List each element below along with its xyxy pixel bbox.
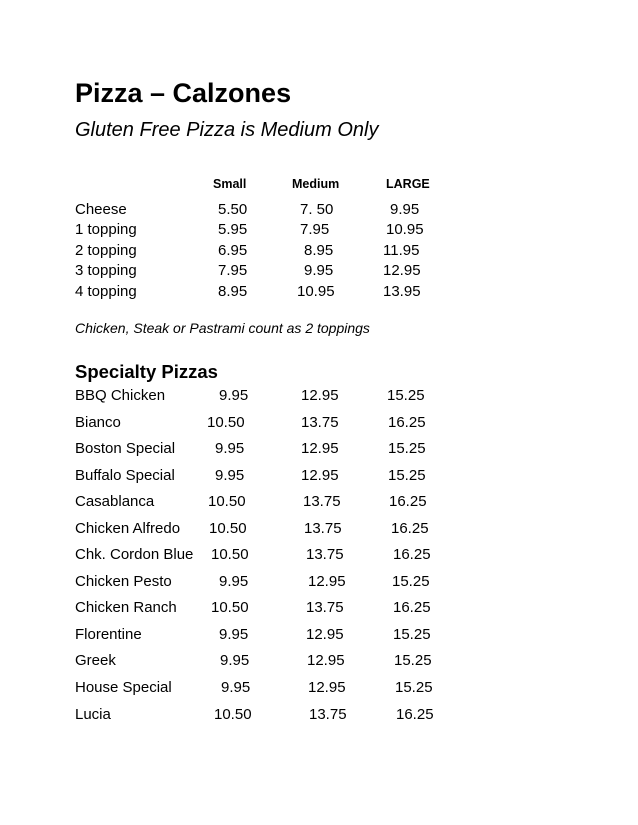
table-row <box>0 261 638 281</box>
table-row <box>0 200 638 220</box>
item-name: Lucia <box>75 706 111 723</box>
price-large: 15.25 <box>393 626 431 643</box>
price-medium: 13.75 <box>301 414 339 431</box>
price-large: 11.95 <box>383 242 420 259</box>
price-large: 16.25 <box>388 414 426 431</box>
table-row <box>0 386 638 406</box>
price-medium: 12.95 <box>307 652 345 669</box>
item-name: Buffalo Special <box>75 467 175 484</box>
price-large: 16.25 <box>391 520 429 537</box>
table-row <box>0 545 638 565</box>
item-name: Bianco <box>75 414 121 431</box>
price-large: 9.95 <box>390 201 420 218</box>
price-small: 9.95 <box>221 679 251 696</box>
price-medium: 12.95 <box>301 467 339 484</box>
column-header-small: Small <box>213 177 247 191</box>
price-small: 9.95 <box>220 652 250 669</box>
price-small: 9.95 <box>219 573 249 590</box>
item-name: 3 topping <box>75 262 137 279</box>
table-row <box>0 466 638 486</box>
price-large: 16.25 <box>389 493 427 510</box>
table-row <box>0 439 638 459</box>
item-name: 4 topping <box>75 283 137 300</box>
table-row <box>0 705 638 725</box>
price-medium: 13.75 <box>309 706 347 723</box>
price-medium: 12.95 <box>308 573 346 590</box>
price-small: 5.50 <box>218 201 248 218</box>
price-large: 16.25 <box>396 706 434 723</box>
table-row <box>0 598 638 618</box>
price-medium: 9.95 <box>304 262 334 279</box>
table-row <box>0 413 638 433</box>
table-row <box>0 241 638 261</box>
price-small: 9.95 <box>215 467 245 484</box>
price-medium: 13.75 <box>303 493 341 510</box>
price-small: 5.95 <box>218 221 248 238</box>
table-row <box>0 572 638 592</box>
item-name: Chicken Ranch <box>75 599 177 616</box>
item-name: Cheese <box>75 201 127 218</box>
item-name: Greek <box>75 652 116 669</box>
price-large: 15.25 <box>392 573 430 590</box>
table-row <box>0 678 638 698</box>
price-large: 13.95 <box>383 283 421 300</box>
item-name: Boston Special <box>75 440 176 457</box>
item-name: 1 topping <box>75 221 137 238</box>
price-small: 9.95 <box>219 626 249 643</box>
item-name: Casablanca <box>75 493 155 510</box>
table-row <box>0 625 638 645</box>
price-medium: 12.95 <box>301 440 339 457</box>
gluten-free-note: Gluten Free Pizza is Medium Only <box>75 119 379 141</box>
price-medium: 13.75 <box>306 546 344 563</box>
column-header-medium: Medium <box>292 177 340 191</box>
page-title: Pizza – Calzones <box>75 78 292 108</box>
item-name: 2 topping <box>75 242 137 259</box>
toppings-note: Chicken, Steak or Pastrami count as 2 toppings <box>75 320 370 336</box>
price-large: 15.25 <box>387 387 425 404</box>
item-name: Chicken Alfredo <box>75 520 181 537</box>
price-large: 15.25 <box>388 467 426 484</box>
price-small: 10.50 <box>211 546 249 563</box>
price-small: 10.50 <box>208 493 246 510</box>
item-name: Chk. Cordon Blue <box>75 546 194 563</box>
table-row <box>0 220 638 240</box>
item-name: Florentine <box>75 626 142 643</box>
price-small: 7.95 <box>218 262 248 279</box>
table-row <box>0 492 638 512</box>
price-small: 8.95 <box>218 283 248 300</box>
price-medium: 12.95 <box>308 679 346 696</box>
table-row <box>0 519 638 539</box>
price-medium: 10.95 <box>297 283 335 300</box>
price-large: 15.25 <box>388 440 426 457</box>
price-small: 10.50 <box>207 414 245 431</box>
price-small: 6.95 <box>218 242 248 259</box>
price-medium: 12.95 <box>306 626 344 643</box>
price-large: 12.95 <box>383 262 421 279</box>
price-large: 10.95 <box>386 221 424 238</box>
price-small: 10.50 <box>211 599 249 616</box>
price-small: 10.50 <box>214 706 252 723</box>
column-header-large: LARGE <box>386 177 430 191</box>
price-medium: 13.75 <box>306 599 344 616</box>
price-large: 16.25 <box>393 599 431 616</box>
specialty-section-title: Specialty Pizzas <box>75 361 218 382</box>
price-small: 9.95 <box>215 440 245 457</box>
price-medium: 8.95 <box>304 242 334 259</box>
price-small: 10.50 <box>209 520 247 537</box>
price-large: 15.25 <box>395 679 433 696</box>
price-medium: 7. 50 <box>300 201 334 218</box>
item-name: BBQ Chicken <box>75 387 166 404</box>
price-medium: 7.95 <box>300 221 330 238</box>
item-name: Chicken Pesto <box>75 573 172 590</box>
price-small: 9.95 <box>219 387 249 404</box>
price-large: 15.25 <box>394 652 432 669</box>
price-large: 16.25 <box>393 546 431 563</box>
price-medium: 12.95 <box>301 387 339 404</box>
table-row <box>0 651 638 671</box>
table-row <box>0 282 638 302</box>
price-medium: 13.75 <box>304 520 342 537</box>
item-name: House Special <box>75 679 172 696</box>
